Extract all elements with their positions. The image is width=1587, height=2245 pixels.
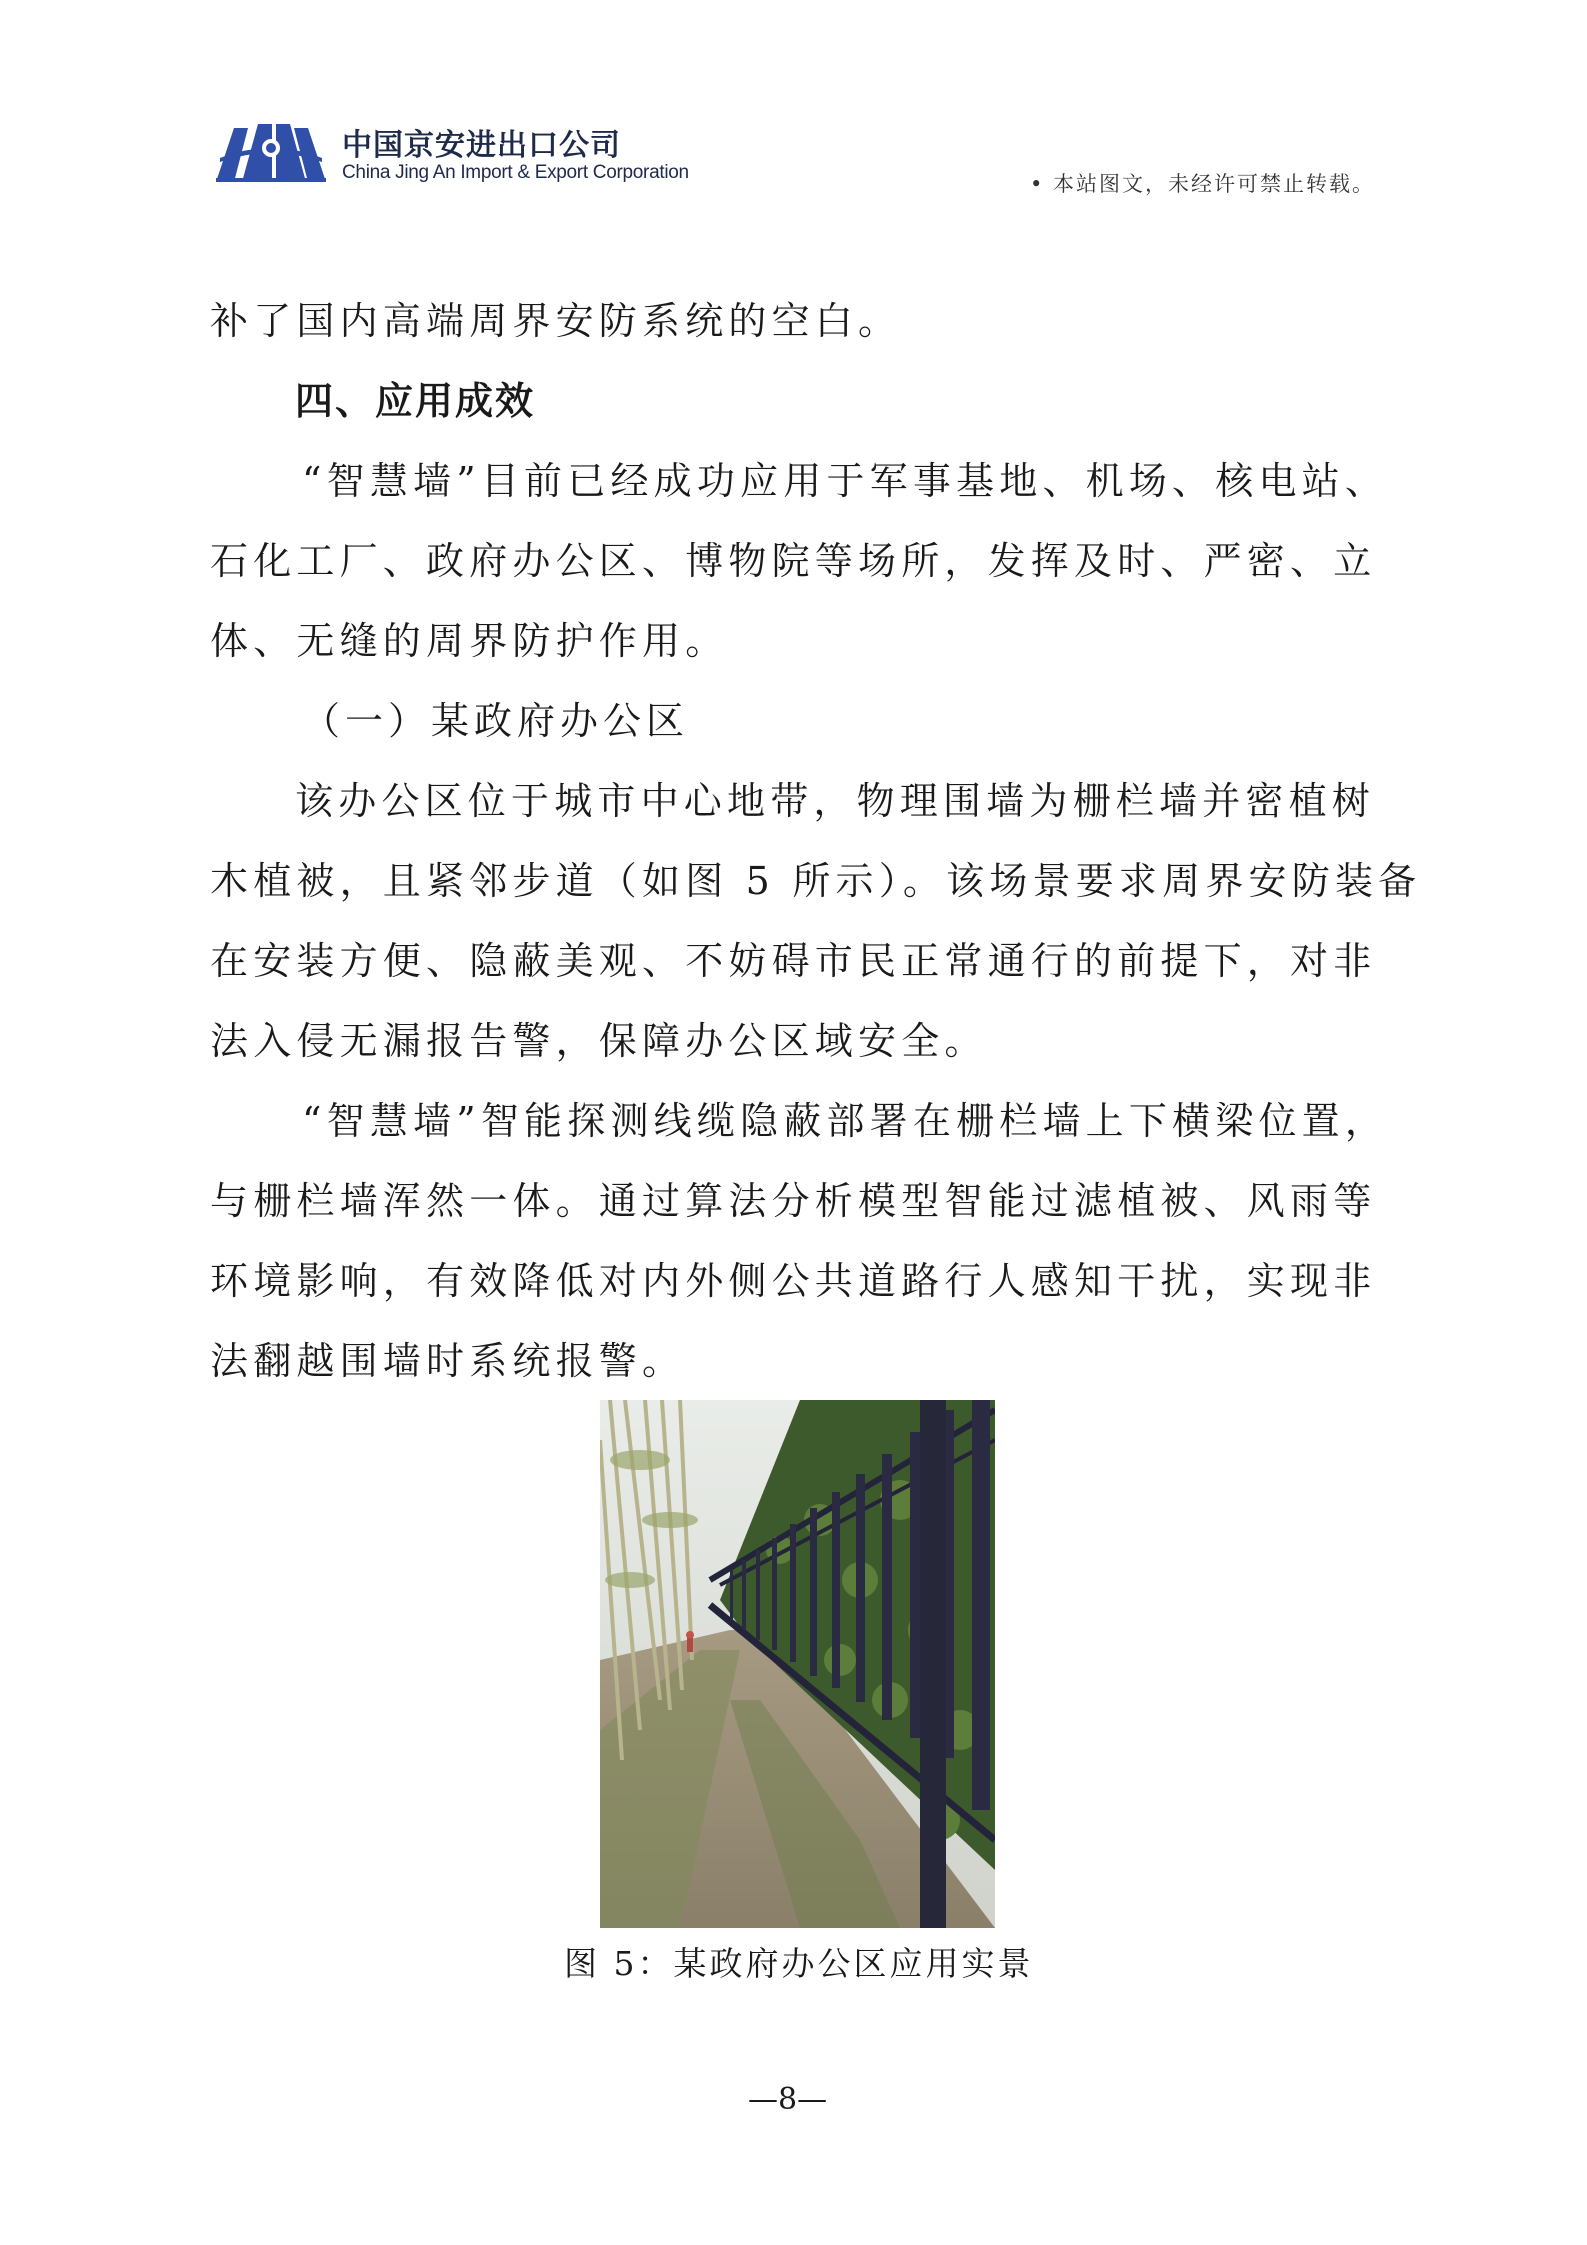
body-line: 木植被，且紧邻步道（如图 5 所示）。该场景要求周界安防装备 [210,859,1422,903]
body-line: 该办公区位于城市中心地带，物理围墙为栅栏墙并密植树 [295,779,1376,823]
section-heading: 四、应用成效 [295,379,536,423]
figure-caption: 图 5：某政府办公区应用实景 [564,1944,1034,1983]
body-line: 与栅栏墙浑然一体。通过算法分析模型智能过滤植被、风雨等 [210,1179,1377,1223]
subsection-heading: （一）某政府办公区 [302,699,690,743]
body-line: 在安装方便、隐蔽美观、不妨碍市民正常通行的前提下，对非 [210,939,1377,983]
body-line: “智慧墙”目前已经成功应用于军事基地、机场、核电站、 [302,459,1389,503]
page-number: —8— [748,2082,828,2117]
body-line: 补了国内高端周界安防系统的空白。 [210,299,902,343]
fence-photo-illustration [600,1400,995,1928]
company-name-en: China Jing An Import & Export Corporation [342,162,689,183]
body-line: “智慧墙”智能探测线缆隐蔽部署在栅栏墙上下横梁位置， [302,1099,1389,1143]
fence-photo [600,1400,995,1928]
body-line: 环境影响，有效降低对内外侧公共道路行人感知干扰，实现非 [210,1259,1377,1303]
body-line: 法翻越围墙时系统报警。 [210,1339,686,1383]
body-line: 石化工厂、政府办公区、博物院等场所，发挥及时、严密、立 [210,539,1377,583]
copyright-notice: • 本站图文，未经许可禁止转载。 [1030,172,1376,196]
jingan-logo-icon [212,118,330,184]
body-line: 体、无缝的周界防护作用。 [210,619,729,663]
company-name-cn: 中国京安进出口公司 [342,128,621,163]
body-line: 法入侵无漏报告警，保障办公区域安全。 [210,1019,988,1063]
